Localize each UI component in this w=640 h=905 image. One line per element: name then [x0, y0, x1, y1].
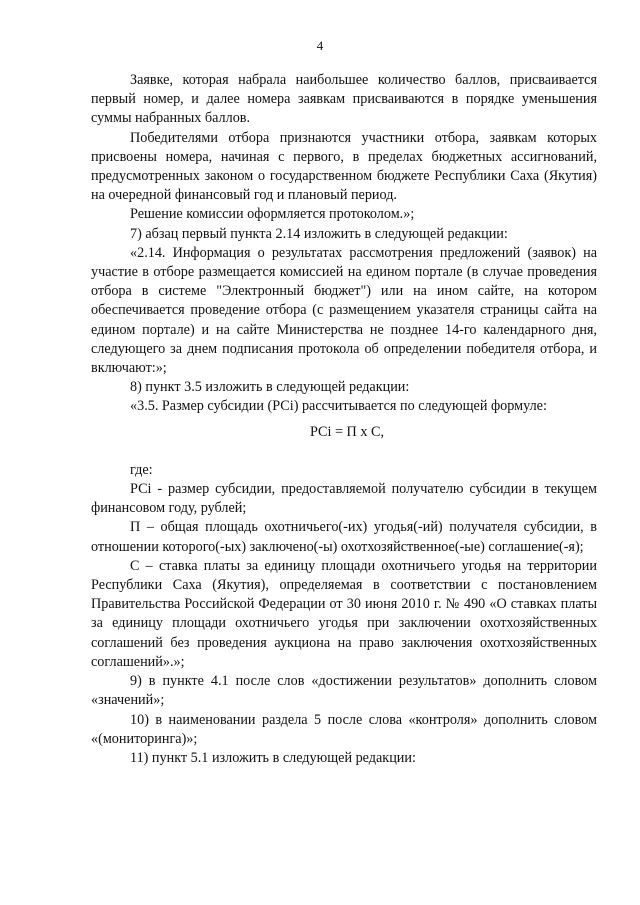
paragraph-amendment-11: 11) пункт 5.1 изложить в следующей редакции:	[130, 749, 416, 766]
paragraph-ranking: Заявке, которая набрала наибольшее количество баллов, присваивается первый номер, и далее номера заявкам присваиваются в порядке уменьшения суммы набранных баллов.	[91, 72, 597, 127]
paragraph-commission-decision: Решение комиссии оформляется протоколом.»;	[130, 206, 415, 223]
definition-c: С – ставка платы за единицу площади охотничьего угодья на территории Республики Саха (Якутия), определяемая в соответствии с постановлением Правительства Российской Федерации от 30 июня 2010 г. № 490 «О ставках платы за единицу площади охотничьего угодья при заключении охотхозяйственных соглашений без проведения аукциона на право заключения охотхозяйственных соглашений».»;	[91, 557, 597, 670]
page-number: 4	[316, 38, 324, 53]
paragraph-clause-2-14: «2.14. Информация о результатах рассмотрения предложений (заявок) на участие в отборе размещается комиссией на едином портале (в случае проведения отбора в системе "Электронный бюджет") или на ином сайте, на котором обеспечивается проведение отбора (с размещением указателя страницы сайта на едином портале) и на сайте Министерства не позднее 14-го календарного дня, следующего за днем подписания протокола об определении победителя отбора, и включают:»;	[91, 244, 597, 377]
paragraph-clause-3-5: «3.5. Размер субсидии (РСi) рассчитывается по следующей формуле:	[130, 398, 547, 415]
where-label: где:	[130, 461, 153, 478]
subsidy-formula: РСi = П х С,	[309, 423, 384, 440]
definition-rsi: РСi - размер субсидии, предоставляемой получателю субсидии в текущем финансовом году, рублей;	[91, 481, 597, 517]
paragraph-amendment-7: 7) абзац первый пункта 2.14 изложить в следующей редакции:	[130, 225, 508, 242]
paragraph-amendment-10: 10) в наименовании раздела 5 после слова «контроля» дополнить словом «(мониторинга)»;	[91, 711, 597, 747]
paragraph-amendment-9: 9) в пункте 4.1 после слов «достижении результатов» дополнить словом «значений»;	[91, 673, 597, 709]
definition-p: П – общая площадь охотничьего(-их) угодья(-ий) получателя субсидии, в отношении которого(-ых) заключено(-ы) охотхозяйственное(-ые) соглашение(-я);	[91, 519, 597, 555]
document-body	[91, 71, 597, 768]
paragraph-amendment-8: 8) пункт 3.5 изложить в следующей редакции:	[130, 379, 410, 396]
paragraph-winners: Победителями отбора признаются участники отбора, заявкам которых присвоены номера, начиная с первого, в пределах бюджетных ассигнований, предусмотренных законом о государственном бюджете Республики Саха (Якутия) на очередной финансовый год и плановый период.	[91, 129, 597, 204]
